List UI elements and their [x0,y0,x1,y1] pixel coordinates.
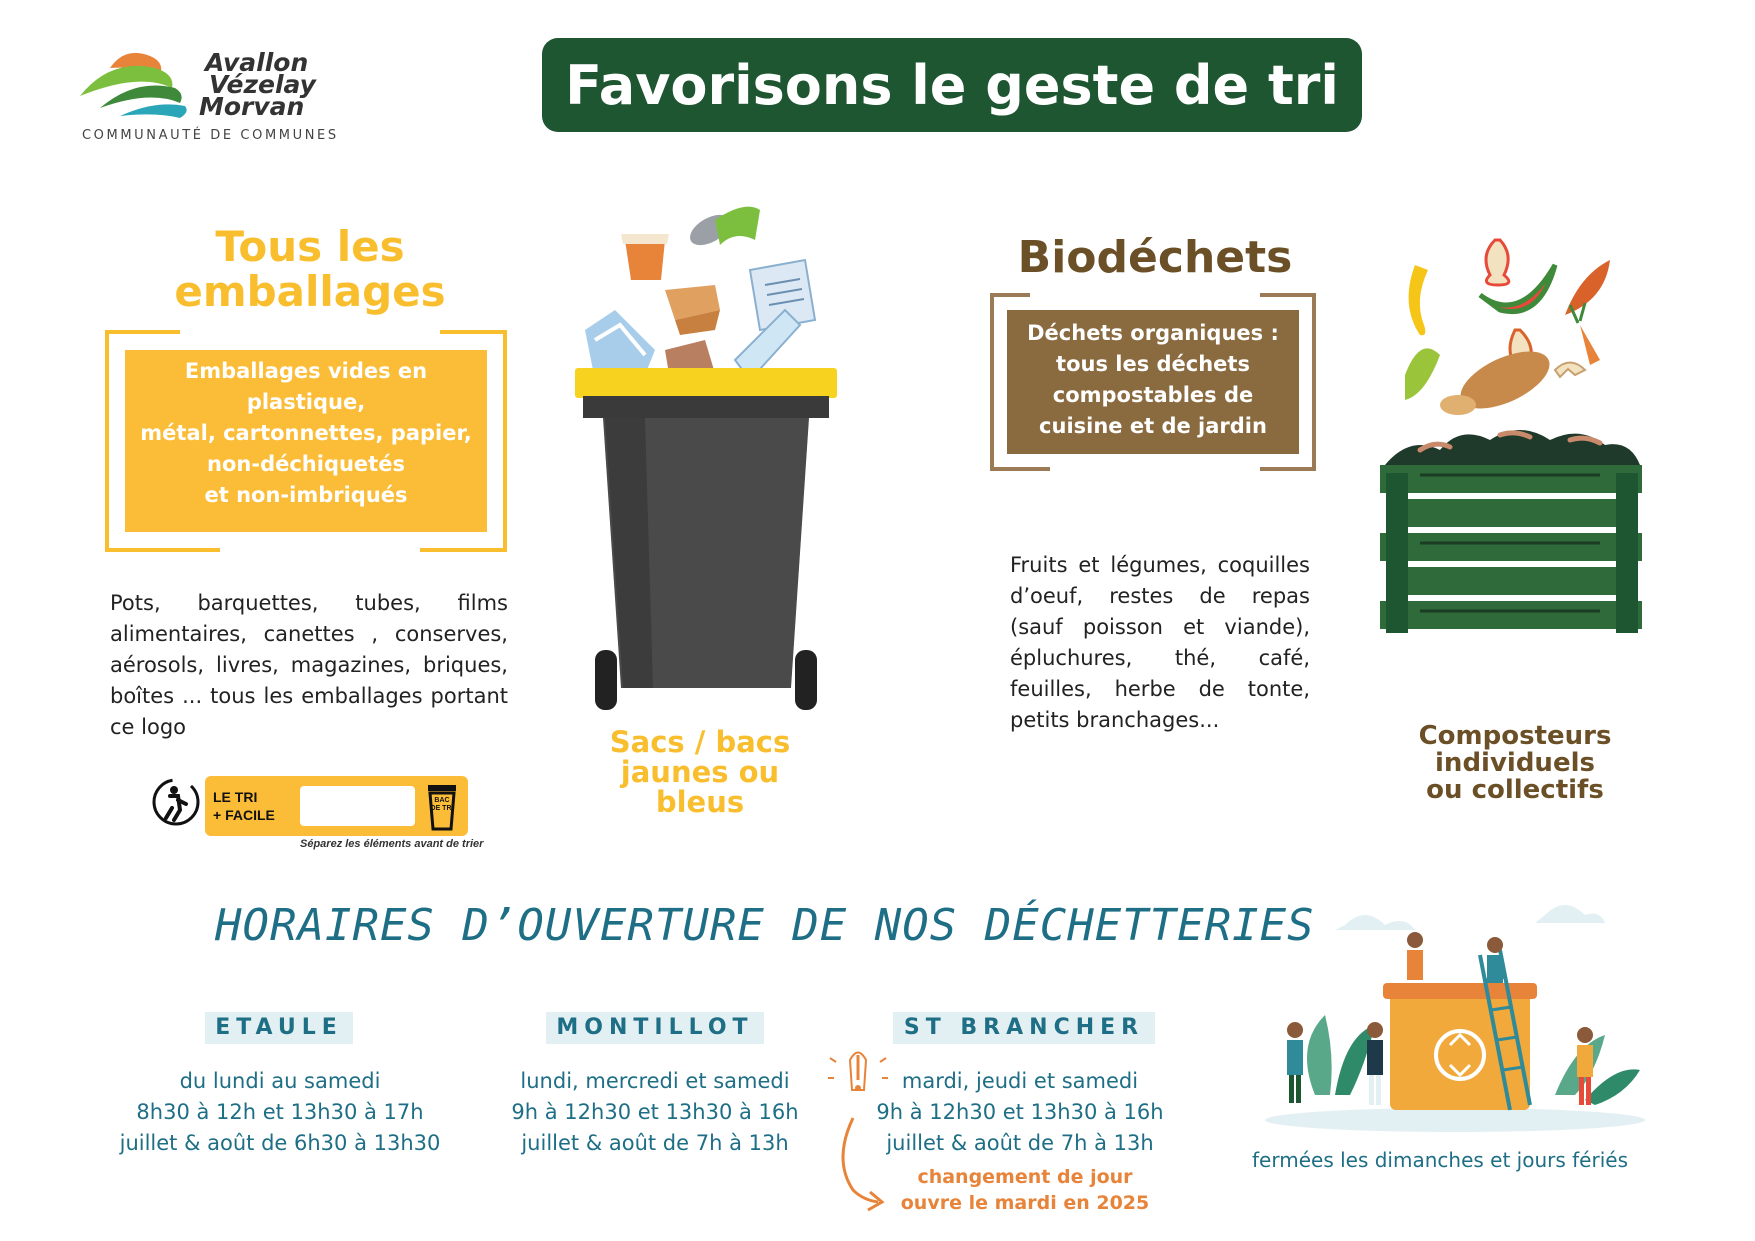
biowaste-frame-gap-bottom [1050,465,1260,473]
logo-hills-icon [80,48,205,128]
bin-wheel-left [595,650,617,710]
composter-crate [1380,465,1642,633]
packaging-title-line-2: emballages [174,267,446,316]
site-days: du lundi au samedi [179,1069,381,1093]
tri-logo-line-1: LE TRI [213,789,258,805]
logo-line-3: Morvan [199,92,305,121]
cardboard-icon [665,285,720,335]
tri-logo-blank [300,786,415,826]
page-title: Favorisons le geste de tri [542,38,1362,132]
biowaste-box-line-4: cuisine et de jardin [1039,414,1267,438]
carrot-icon [1570,303,1600,365]
apple-core-icon [1486,240,1509,285]
packaging-box-line-2: plastique, [246,390,366,414]
site-days: mardi, jeudi et samedi [901,1069,1139,1093]
biowaste-title: Biodéchets [1017,232,1293,283]
packaging-box [125,350,487,532]
logo-line-1: Avallon [205,48,309,77]
biowaste-description: Fruits et légumes, coquilles d’oeuf, restes de repas (sauf poisson et viande), épluchures, thé, café, feuilles, herbe de tonte, petits branchages... [1010,553,1310,732]
eggshell-icon [1555,363,1585,378]
packaging-box-line-5: et non-imbriqués [204,483,408,507]
composter-label [1390,723,1640,804]
packaging-frame-gap-bottom [220,546,420,554]
site-times: 9h à 12h30 et 13h30 à 16h [511,1100,799,1124]
packaging-title [110,224,510,314]
bread-icon [1440,340,1558,420]
bin-wheel-right [795,650,817,710]
packaging-box-line-4: non-déchiquetés [207,452,405,476]
bin-rim [583,396,829,418]
site-tag-st-brancher: ST BRANCHER [893,1012,1155,1044]
bin-label-line-2: jaunes ou [620,755,780,789]
packaging-description: Pots, barquettes, tubes, films alimentaires, canettes , conserves, aérosols, livres, magazines, briques, boîtes ... tous les emballages portant ce logo [110,591,508,739]
recycling-bin-icon [1383,983,1537,1110]
site-times: 8h30 à 12h et 13h30 à 17h [136,1100,424,1124]
site-summer: juillet & août de 6h30 à 13h30 [119,1131,441,1155]
bin-label [580,727,820,817]
composter-label-line-3: ou collectifs [1426,775,1604,805]
logo [80,48,350,148]
can-icon [685,207,760,252]
biowaste-box [1007,310,1299,454]
yogurt-pot-icon [621,234,669,280]
tri-logo-text [213,788,275,824]
schedule-change-line-1: changement de jour [917,1166,1133,1188]
yellow-bin-illustration [575,200,855,720]
tri-facile-logo [150,772,484,852]
bin-lid [575,368,837,398]
packaging-box-line-3: métal, cartonnettes, papier, [140,421,472,445]
recycling-people-illustration [1255,895,1655,1135]
packaging-title-line-1: Tous les [215,222,405,271]
corn-icon [1405,348,1440,400]
site-tag-montillot: MONTILLOT [546,1012,764,1044]
bin-label-line-1: Sacs / bacs [609,725,791,759]
composter-label-line-2: individuels [1435,748,1595,778]
packaging-frame-gap-top [180,326,440,334]
logo-line-2: Vézelay [209,70,316,99]
tri-logo-bar [205,776,468,836]
site-times: 9h à 12h30 et 13h30 à 16h [876,1100,1164,1124]
closed-days-note: fermées les dimanches et jours fériés [1252,1148,1628,1172]
triman-icon [150,776,202,828]
biowaste-box-line-3: compostables de [1052,383,1254,407]
site-days: lundi, mercredi et samedi [520,1069,790,1093]
hours-title: HORAIRES D’OUVERTURE DE NOS DÉCHETTERIES [215,900,1315,951]
banana-icon [1409,265,1428,335]
site-summer: juillet & août de 7h à 13h [886,1131,1154,1155]
schedule-change-note [880,1164,1170,1216]
tri-logo-caption: Séparez les éléments avant de trier [300,838,484,850]
bin-label-line-3: bleus [655,785,745,819]
logo-subtitle: COMMUNAUTÉ DE COMMUNES [82,128,339,143]
site-hours-st-brancher [865,1066,1175,1159]
tri-logo-line-2: + FACILE [213,807,275,823]
composter-illustration [1380,225,1650,705]
site-hours-etaule [110,1066,450,1159]
tri-logo-bin-label: BAC DE TRI [430,797,454,812]
biowaste-box-line-2: tous les déchets [1056,352,1250,376]
biowaste-box-line-1: Déchets organiques : [1027,321,1279,345]
biowaste-frame-gap-top [1030,289,1260,297]
schedule-change-line-2: ouvre le mardi en 2025 [900,1192,1150,1214]
packaging-box-line-1: Emballages vides en [184,359,428,383]
composter-label-line-1: Composteurs [1418,721,1612,751]
site-tag-etaule: ETAULE [205,1012,353,1044]
site-summer: juillet & août de 7h à 13h [521,1131,789,1155]
site-hours-montillot [500,1066,810,1159]
